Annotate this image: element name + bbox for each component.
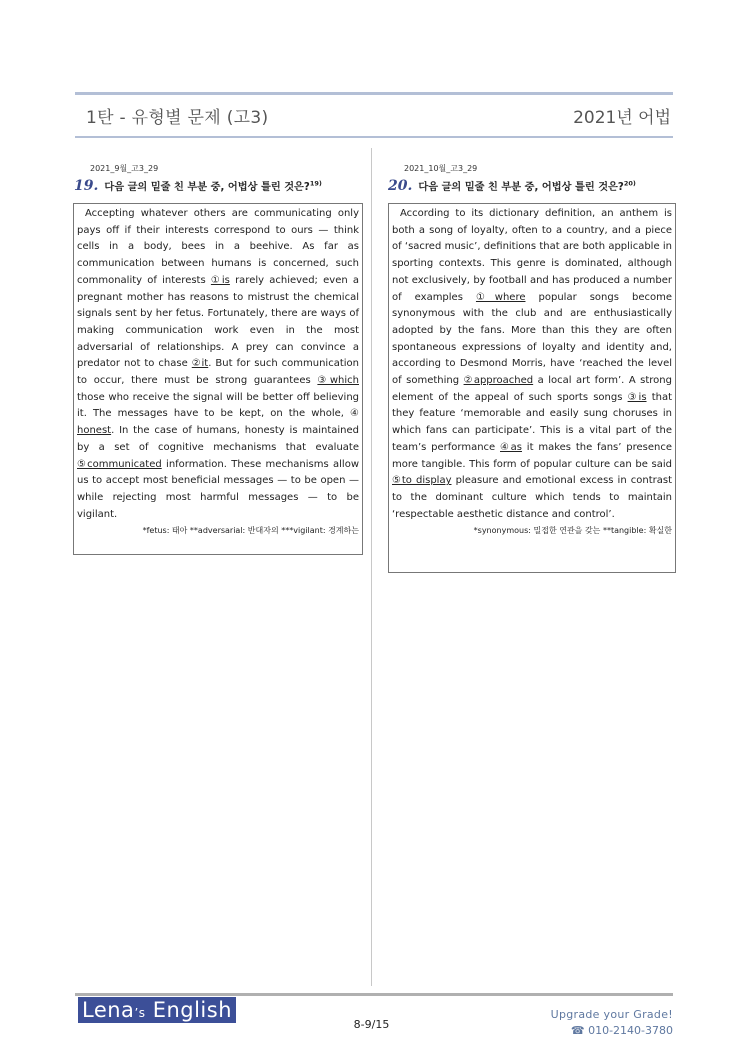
footer-phone: ☎ 010-2140-3780 bbox=[570, 1024, 673, 1037]
page-subtitle: 2021년 어법 bbox=[573, 108, 671, 128]
underlined-choice: ③which bbox=[317, 375, 359, 387]
footer-rule bbox=[75, 993, 673, 996]
question-prompt: 다음 글의 밑줄 친 부분 중, 어법상 틀린 것은?$^{20)}$ bbox=[418, 179, 636, 193]
question-source: 2021_9월_고3_29 bbox=[90, 164, 159, 173]
underlined-choice: ①where bbox=[475, 291, 526, 303]
question-number: 20. bbox=[388, 178, 413, 194]
page-number: 8-9/15 bbox=[353, 1018, 390, 1031]
underlined-choice: ③is bbox=[627, 391, 647, 403]
passage-text: Accepting whatever others are communicating only pays off if their interests correspond to ours — think cells in a body, bees in a beehive. As far as communication between humans is concerned, such commonality of interests ①is rarely achieved; even a pregnant mother has reasons to mistrust the chemical signals sent by her fetus. Fortunately, there are ways of making communication work even in the most adversarial of relationships. A prey can convince a predator not to chase ②it. But for such communication to occur, there must be strong guarantees ③which those who receive the signal will be better off believing it. The messages have to be kept, on the whole, ④ honest. In the case of humans, honesty is maintained by a set of cognitive mechanisms that evaluate ⑤communicated information. These mechanisms allow us to accept most beneficial messages — to be open — while rejecting most harmful messages — to be vigilant. bbox=[77, 208, 360, 520]
passage-box bbox=[388, 203, 676, 573]
underlined-choice: ⑤communicated bbox=[77, 458, 162, 470]
passage-text: According to its dictionary definition, an anthem is both a song of loyalty, often to a country, and a piece of ‘sacred music’, definitions that are both applicable in sporting contexts. This genre is dominated, although not exclusively, by football and has produced a number of examples ①where popular songs become synonymous with the club and are enthusiastically adopted by the fans. More than this they are often spontaneous expressions of loyalty and identity and, according to Desmond Morris, have ‘reached the level of something ②approached a local art form’. A strong element of the appeal of such sports songs ③is that they feature ‘memorable and easily sung choruses in which fans can participate’. This is a vital part of the team’s performance ④as it makes the fans’ presence more tangible. This form of popular culture can be said ⑤to display pleasure and emotional excess in contrast to the dominant culture which tends to maintain ‘respectable aesthetic distance and control’. bbox=[392, 208, 672, 520]
underlined-choice: ②it bbox=[191, 358, 209, 370]
underlined-choice: honest bbox=[77, 425, 112, 437]
vocab-gloss: *synonymous: 밀접한 연관을 갖는 **tangible: 확실한 bbox=[473, 526, 672, 536]
question-number: 19. bbox=[74, 178, 99, 194]
question-source: 2021_10월_고3_29 bbox=[404, 164, 478, 173]
brand-logo: Lena’s English bbox=[78, 997, 236, 1023]
footnote-ref: 19) bbox=[309, 179, 322, 188]
underlined-choice: ①is bbox=[210, 274, 230, 286]
question-heading bbox=[74, 178, 322, 194]
question-heading bbox=[388, 178, 636, 194]
header-top-rule bbox=[75, 92, 673, 95]
passage-box bbox=[73, 203, 363, 555]
footnote-ref: 20) bbox=[623, 179, 636, 188]
page-title: 1탄 - 유형별 문제 (고3) bbox=[86, 108, 269, 128]
underlined-choice: ④as bbox=[500, 441, 522, 453]
column-divider bbox=[371, 148, 372, 986]
vocab-gloss: *fetus: 태아 **adversarial: 반대자의 ***vigilant: 경계하는 bbox=[142, 526, 359, 536]
footer-slogan: Upgrade your Grade! bbox=[550, 1008, 673, 1021]
header-bottom-rule bbox=[75, 136, 673, 138]
underlined-choice: ⑤to display bbox=[392, 475, 452, 487]
question-prompt: 다음 글의 밑줄 친 부분 중, 어법상 틀린 것은?$^{19)}$ bbox=[104, 179, 322, 193]
underlined-choice: ②approached bbox=[463, 375, 534, 387]
